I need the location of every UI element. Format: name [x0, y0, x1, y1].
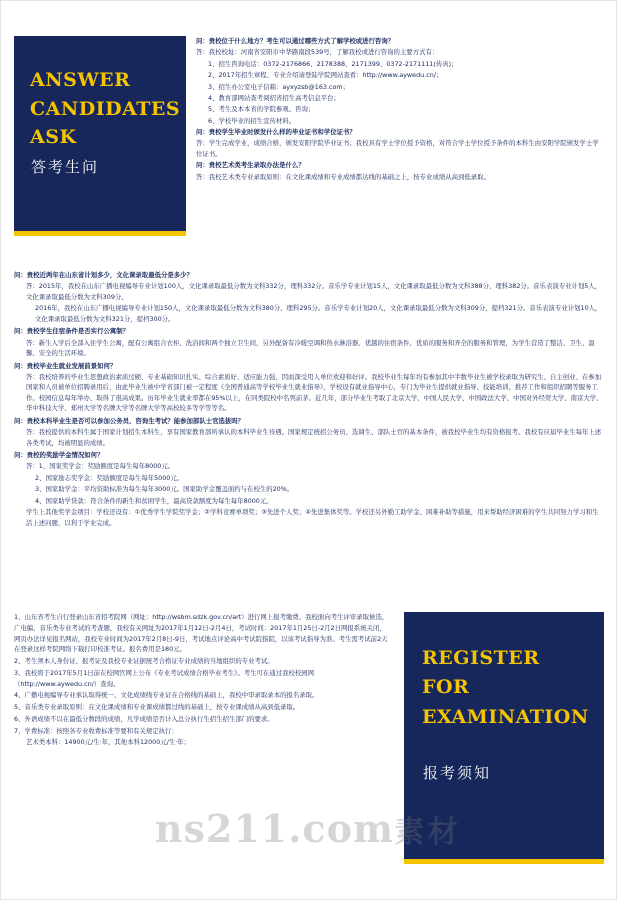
qa-item: 答：2015年，我校在山东广播电视编导专业计划100人，文化课录取最低分数为文科332分，理科332分。音乐学专业计划15人，文化课录取最低分数为文科388分、理科382分。音乐表演专业计划5人，文化课录取最低分数为文科309分。: [26, 282, 602, 301]
register-title-chinese: 报考须知: [423, 764, 492, 782]
qa-item: 问：贵校位于什么地方？考生可以通过哪些方式了解学校或进行咨询？: [196, 37, 395, 45]
note-item: 7、学费标准：按照各专业收费标准等要和有关规定执行：: [14, 726, 178, 735]
qa-item: 1、招生咨询电话：0372-2176866、2178388、2171399、0372-2171111(传真)；: [208, 59, 458, 68]
qa-item: 学生上其他奖学金项目：学校还设有：①优秀学生学院奖学金；②学科竞赛单项奖；③先进个人奖；④先进集体奖等。学校还另外勤工助学金、困难补助等措施，用来帮助经济困难的学生共同努力学习和生活上述问题，以利于学业完成。: [26, 508, 599, 527]
register-title-english-line-3: EXAMINATION: [422, 705, 589, 728]
qa-item: 6、学校毕业的招生宣传材料。: [208, 116, 296, 125]
qa-item: 问：贵校本科毕业生是否可以参加公务员、咨询生考试？能参加部队士官选拔吗？: [14, 416, 245, 425]
answer-title-english-line-1: ANSWER: [30, 69, 131, 91]
qa-item: 答：我校艺术类专业录取原则：在文化课成绩和专业成绩都达线的基础之上，按专业成绩从高到低录取。: [196, 172, 490, 181]
answer-section: [14, 36, 604, 236]
register-title-panel: [404, 612, 604, 864]
middle-qa-section: [14, 268, 604, 529]
qa-item: 问：贵校学生住宿条件是否实行公寓制？: [14, 327, 130, 336]
qa-item: 4、国家助学贷款：符合条件的新生和贫困学生，最高贷款额度为每生每年8000元。: [35, 496, 273, 505]
answer-title-english: [30, 66, 180, 152]
register-notes-list: [14, 612, 390, 749]
note-item: 5、音乐类专业录取原则：在文化课成绩和专业课成绩都过线的基础上，按专业课成绩从高到低录取。: [14, 703, 300, 711]
qa-item: 答：我校培养的毕业生思想政治素质过硬、专业基础知识扎实、综合素质好、适应能力强，因而深受用人单位欢迎和好评。我校毕业生每年均有参加其中半数毕业生被学校录取为研究生、自主创业、在参加国家和人员被单位招聘录用后，由此毕业生被中学省部门被一定程度《全国普通高等学校毕业生就业指导》，学校设有就业指导中心，专门为毕业生提供就业指导、技能培训、推荐工作和组织招聘等服务工作。校园信息每年举办、取得了很高成果。历年毕业生就业率都在95%以上，在同类院校中名列前茅。近几年，部分毕业生考取了北京大学、中国人民大学、中国政法大学、中国对外经贸大学、南京大学、华中科技大学、郑州大学等名牌大学等名牌大学等高校较多等学等等名。: [26, 372, 603, 413]
qa-item: 2、国家励志奖学金：奖励额度是每生每年5000元。: [35, 473, 184, 482]
qa-item: 问：贵校的奖励学金情况如何？: [14, 451, 104, 459]
qa-item: 答：新生入学后全部入住学生公寓，配有公寓组合衣柜、洗浴间和两个独立卫生间，另外配备有冷暖空调和热水淋浴器、优越的住宿条件、优质的服务和齐全的服务和管理，为学生营造了整洁、卫生、温馨、安全的生活环境。: [26, 338, 595, 358]
answer-title-english-line-3: ASK: [30, 126, 77, 148]
qa-item: 5、考生及本本省的学院参观、咨询；: [208, 105, 315, 114]
qa-item: 答：1、国家奖学金：奖励额度是每生每年8000元。: [26, 462, 175, 471]
qa-item: 2016年，我校在山东广播电视编导专业计划150人，文化课录取最低分数为文科380分、理科295分。音乐学专业计划20人，文化课录取最低分数为文科309分，提档321分。音乐表演专业计划10人，文化课录取最低分数为文科321分，提档300分。: [35, 304, 602, 323]
note-item: 6、外语成绩不以在最低分数段的成绩，凡学成绩是否计入总分执行生招生招生部门的要求。: [14, 714, 274, 723]
qa-item: 问：贵校近两年在山东省计划多少，文化课录取最低分是多少？: [14, 271, 193, 279]
qa-item: 4、教育部网站查考阅招省招生高考信息平台；: [208, 93, 340, 102]
qa-item: 2、2017年招生章程、专业介绍请登陆学院网站查看：http://www.aywedu.cn/；: [208, 71, 443, 80]
answer-title-chinese: 答考生问: [31, 158, 100, 176]
register-title-english-line-2: FOR: [422, 676, 470, 699]
qa-item: 答：我校提供的本科生属于国家计划招生本科生，享有国家教育部所承认的本科毕业生待遇。国家规定统招公务员、选调生、部队士官的基本条件，被我校毕业生均有资格报考。我校有应届毕业生每年上述各类考试，均被明显的成绩。: [26, 428, 602, 447]
note-item: 1、山东省考生自行登录山东省招考院网（网址：http://wsbm.sdzk.gov.cn/art）进行网上报考缴费。我校面向考生评审录取候选，广电编、音乐类专业考试的考查题，我校有关网址为2017年1月12日-2月4日，考试时间：2017年1月25日-2月2日网报系统关闭，网页办法详见报名网站，我校专业时间为2017年2月8日-9日，考试地点评论高中考试院指院，以该考试指导为准。考生需考试前2天在登录这样考院网络下载打印校准考证。报名费用是180元。: [14, 613, 389, 654]
note-item: 艺术类本科：14900元/生·年，其他本科12000元/生·年；: [26, 738, 191, 747]
qa-item: 问：贵校毕业生就业发展前景如何？: [14, 361, 117, 370]
register-title-english: [422, 644, 598, 732]
answer-title-panel: [14, 36, 186, 236]
note-item: 2、考生须本人身份证、报考证及我校专业证据统考合格证专业成绩的当地组织的专业考试。: [14, 657, 274, 665]
register-title-english-line-1: REGISTER: [422, 647, 540, 669]
qa-item: 问：贵校艺术类考生录取办法是什么？: [196, 161, 305, 170]
qa-item: 答：我校校址：河南省安阳市中华路南段539号，了解我校或进行咨询的主要方式有：: [196, 48, 439, 57]
note-item: 3、我校将于2017年5月1日前在校网官网上公布《专业考试成绩合格毕业考生》。考生可在通过我校校园网（http://www.aywedu.cn/）查询。: [14, 668, 315, 688]
answer-qa-list: [196, 36, 604, 183]
qa-item: 答：学生完成学业，成绩合格，颁发安阳学院毕业证书；我校具有学士学位授予资格，对符合学士学位授予条件的本科生由安阳学院颁发学士学位证书。: [196, 139, 599, 158]
watermark-chinese: 素材: [394, 815, 463, 850]
note-item: 4、广播电视编导专业承认取得统一、文化成绩线专业证在合格线的基础上，我校中审录取录本的报名录取。: [14, 691, 319, 700]
watermark-latin: ns211.com: [154, 806, 395, 851]
qa-item: 3、招生办公室电子信箱：ayxyzsb@163.com；: [208, 82, 350, 91]
qa-item: 问：贵校学生毕业时颁发什么样的毕业证书和学位证书？: [196, 128, 356, 136]
qa-item: 3、国家助学金：平均资助标准为每生每年3000元。国家助学金覆盖面约与在校生的20%。: [35, 485, 294, 494]
answer-title-english-line-2: CANDIDATES: [30, 97, 181, 120]
register-section: [14, 612, 604, 864]
